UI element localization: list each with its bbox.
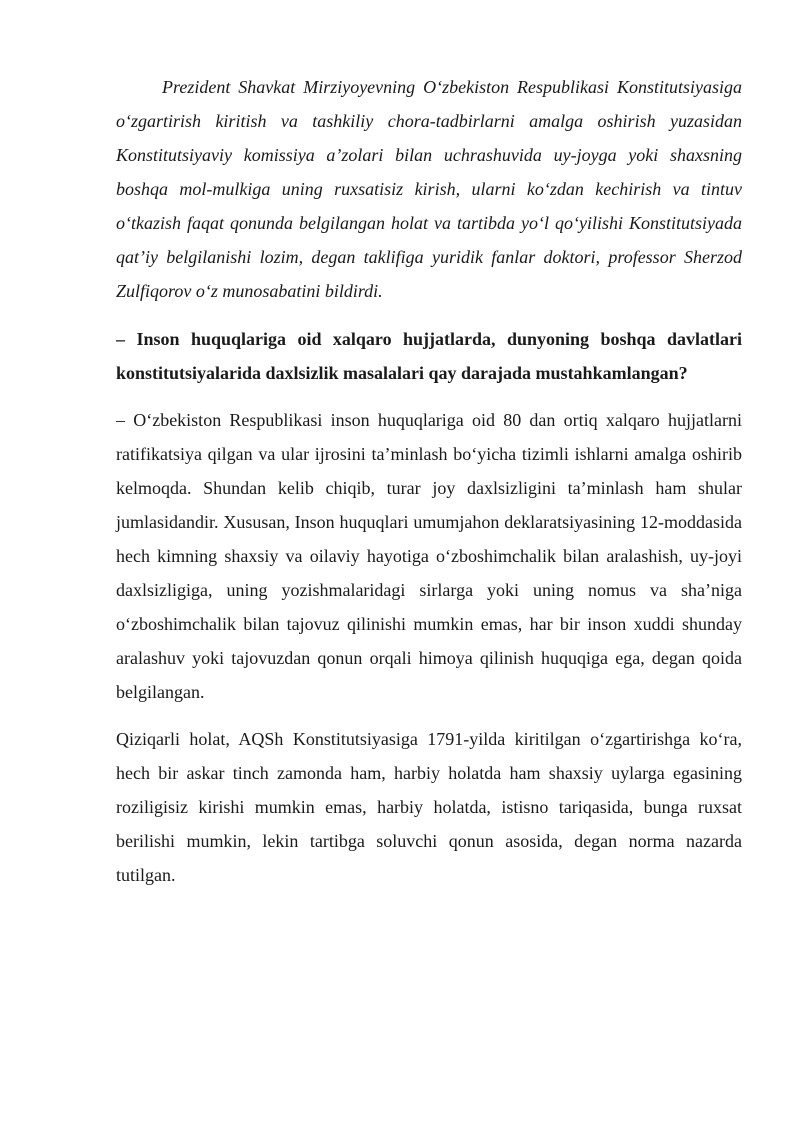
document-page [116, 70, 742, 892]
intro-paragraph: Prezident Shavkat Mirziyoyevning O‘zbekiston Respublikasi Konstitutsiyasiga o‘zgartirish kiritish va tashkiliy chora-tadbirlarni amalga oshirish yuzasidan Konstitutsiyaviy komissiya a’zolari bilan uchrashuvida uy-joyga yoki shaxsning boshqa mol-mulkiga uning ruxsatisiz kirish, ularni ko‘zdan kechirish va tintuv o‘tkazish faqat qonunda belgilangan holat va tartibda yo‘l qo‘yilishi Konstitutsiyada qat’iy belgilanishi lozim, degan taklifiga yuridik fanlar doktori, professor Sherzod Zulfiqorov o‘z munosabatini bildirdi. [116, 77, 742, 301]
body-paragraph: Qiziqarli holat, AQSh Konstitutsiyasiga 1791-yilda kiritilgan o‘zgartirishga ko‘ra, hech bir askar tinch zamonda ham, harbiy holatda ham shaxsiy uylarga egasining roziligisiz kirishi mumkin emas, harbiy holatda, istisno tariqasida, bunga ruxsat berilishi mumkin, lekin tartibga soluvchi qonun asosida, degan norma nazarda tutilgan. [116, 729, 742, 885]
interview-answer: – O‘zbekiston Respublikasi inson huquqlariga oid 80 dan ortiq xalqaro hujjatlarni ratifikatsiya qilgan va ular ijrosini ta’minlash bo‘yicha tizimli ishlarni amalga oshirib kelmoqda. Shundan kelib chiqib, turar joy daxlsizligini ta’minlash ham shular jumlasidandir. Xususan, Inson huquqlari umumjahon deklaratsiyasining 12-moddasida hech kimning shaxsiy va oilaviy hayotiga o‘zboshimchalik bilan aralashish, uy-joyi daxlsizligiga, uning yozishmalaridagi sirlarga yoki uning nomus va sha’niga o‘zboshimchalik bilan tajovuz qilinishi mumkin emas, har bir inson xuddi shunday aralashuv yoki tajovuzdan qonun orqali himoya qilinish huquqiga ega, degan qoida belgilangan. [116, 410, 742, 702]
interview-question: – Inson huquqlariga oid xalqaro hujjatlarda, dunyoning boshqa davlatlari konstitutsiyalarida daxlsizlik masalalari qay darajada mustahkamlangan? [116, 329, 742, 383]
